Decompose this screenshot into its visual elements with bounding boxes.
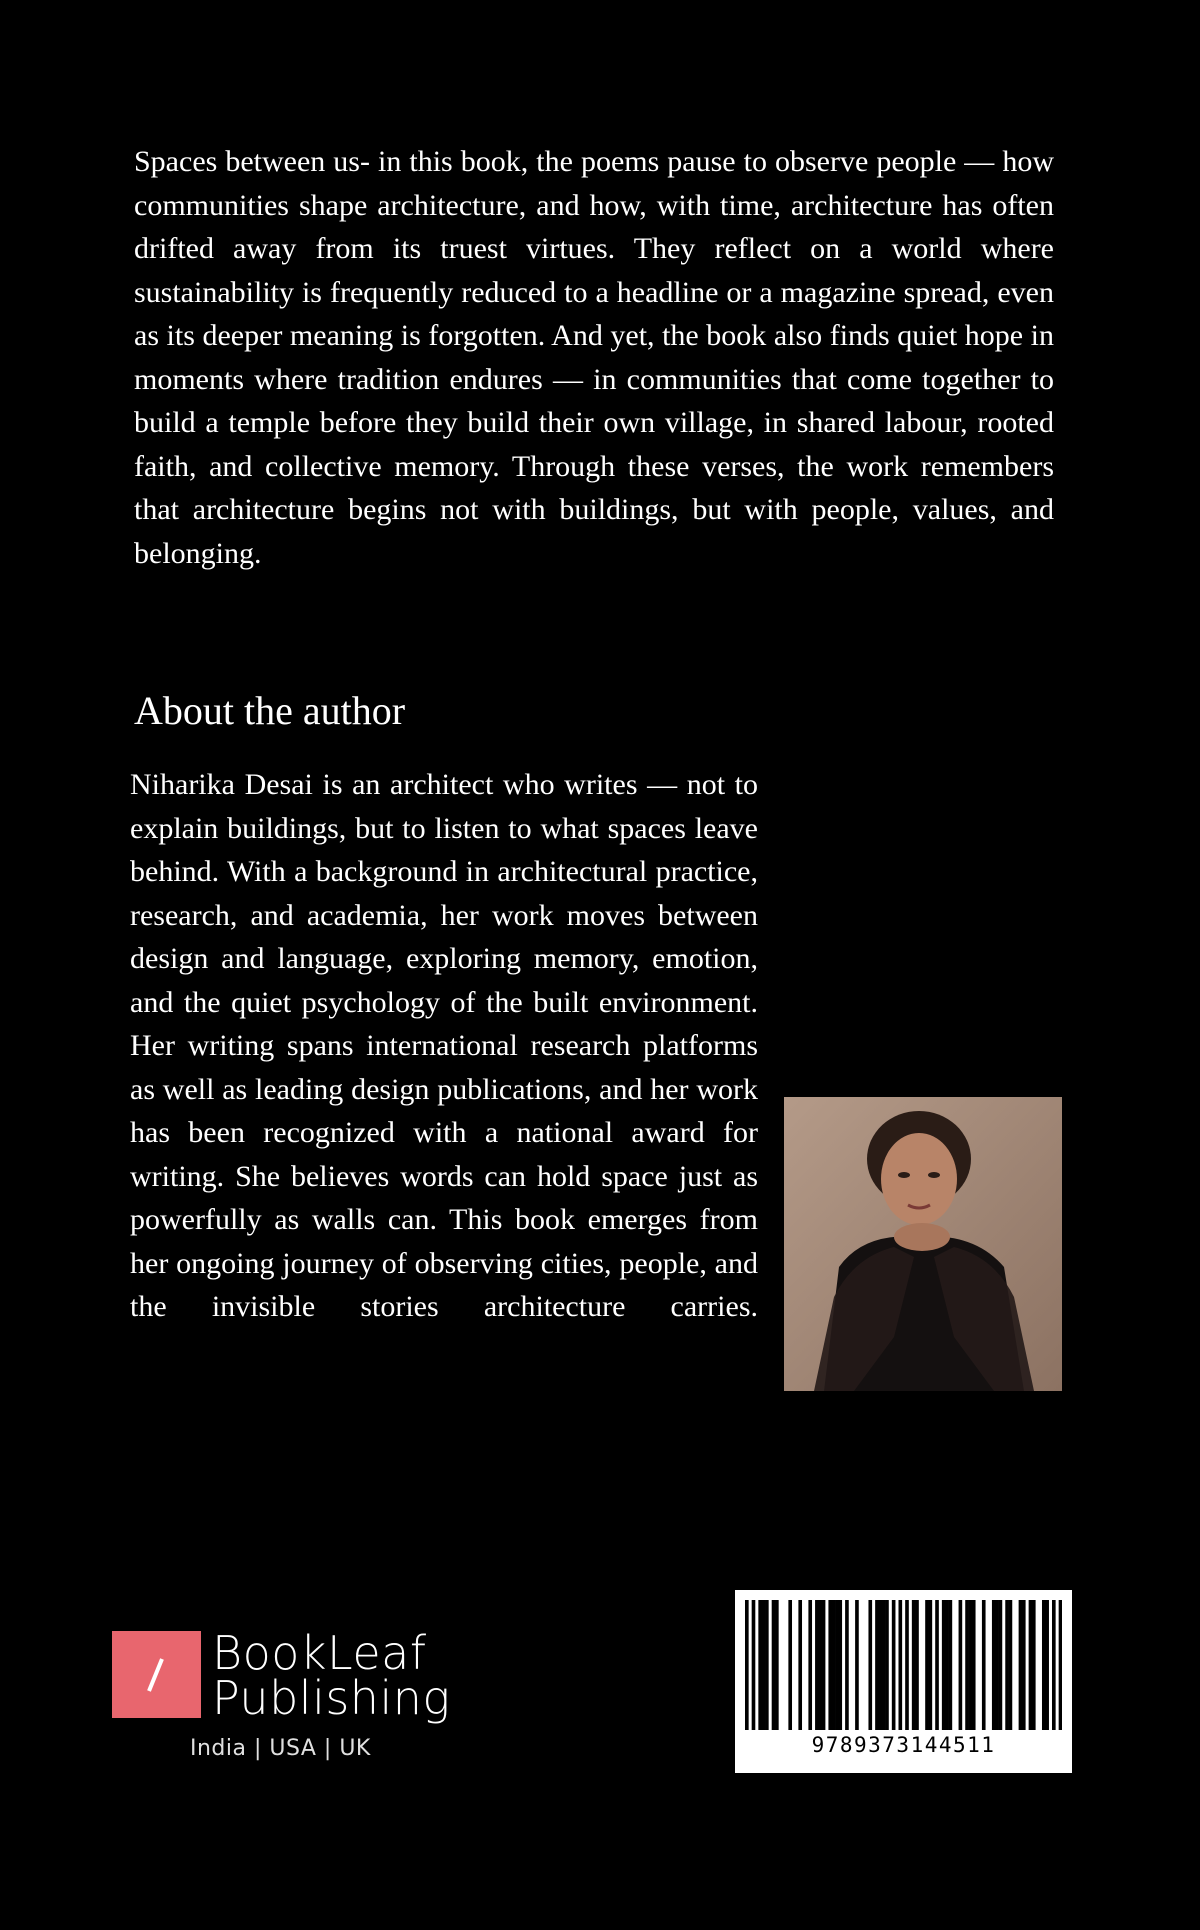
publisher-logo-mark: [112, 1631, 201, 1718]
barcode-bar: [762, 1600, 766, 1730]
barcode-bar: [855, 1600, 859, 1730]
barcode-bar: [1005, 1600, 1009, 1730]
barcode-bar: [935, 1600, 939, 1730]
barcode-bar: [832, 1600, 836, 1730]
isbn-barcode: [735, 1590, 1072, 1773]
barcode-bar: [1029, 1600, 1033, 1730]
barcode-bar: [1045, 1600, 1049, 1730]
author-photo: [784, 1097, 1062, 1391]
barcode-bar: [992, 1600, 996, 1730]
barcode-bar: [982, 1600, 986, 1730]
barcode-bar: [838, 1600, 842, 1730]
barcode-bar: [1059, 1600, 1062, 1730]
barcode-bar: [882, 1600, 886, 1730]
barcode-bar: [878, 1600, 882, 1730]
barcode-bar: [835, 1600, 839, 1730]
barcode-bar: [949, 1600, 953, 1730]
barcode-bar: [898, 1600, 902, 1730]
book-blurb: Spaces between us- in this book, the poems pause to observe people — how communities shape architecture, and how, with time, architecture has often drifted away from its truest virtues. They reflect on a world where sustainability is frequently reduced to a headline or a magazine spread, even as its deeper meaning is forgotten. And yet, the book also finds quiet hope in moments where tradition endures — in communities that come together to build a temple before they build their own village, in shared labour, rooted faith, and collective memory. Through these verses, the work remembers that architecture begins not with buildings, but with people, values, and belonging.: [134, 145, 1054, 570]
barcode-bar: [929, 1600, 933, 1730]
barcode-bar: [868, 1600, 872, 1730]
barcode-bar: [765, 1600, 769, 1730]
barcode-bar: [828, 1600, 832, 1730]
barcode-bar: [969, 1600, 973, 1730]
barcode-bar: [798, 1600, 802, 1730]
barcode-bar: [942, 1600, 946, 1730]
isbn-number: 9789373144511: [811, 1733, 996, 1757]
publisher-name-line1: BookLeaf: [212, 1626, 427, 1680]
barcode-bar: [758, 1600, 762, 1730]
barcode-bar: [752, 1600, 756, 1730]
barcode-bar: [808, 1600, 812, 1730]
barcode-bar: [915, 1600, 919, 1730]
barcode-bar: [845, 1600, 849, 1730]
barcode-bar: [815, 1600, 819, 1730]
publisher-logo: [112, 1628, 452, 1778]
barcode-bar: [775, 1600, 779, 1730]
barcode-bar: [822, 1600, 826, 1730]
barcode-bar: [925, 1600, 929, 1730]
publisher-name-line2: Publishing: [212, 1671, 451, 1725]
barcode-bar: [1032, 1600, 1036, 1730]
barcode-bar: [945, 1600, 949, 1730]
barcode-bar: [1019, 1600, 1023, 1730]
barcode-bar: [1052, 1600, 1056, 1730]
about-author-heading: About the author: [134, 688, 406, 733]
barcode-bar: [892, 1600, 896, 1730]
barcode-bar: [1042, 1600, 1046, 1730]
barcode-bar: [905, 1600, 909, 1730]
barcode-bar: [999, 1600, 1003, 1730]
barcode-bar: [875, 1600, 879, 1730]
barcode-bar: [818, 1600, 822, 1730]
barcode-bar: [965, 1600, 969, 1730]
barcode-bar: [885, 1600, 889, 1730]
barcode-bar: [972, 1600, 976, 1730]
barcode-bar: [1022, 1600, 1026, 1730]
barcode-bar: [788, 1600, 792, 1730]
publisher-regions: India | USA | UK: [190, 1736, 371, 1761]
barcode-bar: [995, 1600, 999, 1730]
barcode-bar: [959, 1600, 963, 1730]
barcode-bar: [912, 1600, 916, 1730]
barcode-bar: [772, 1600, 776, 1730]
barcode-bar: [745, 1600, 749, 1730]
barcode-bar: [1009, 1600, 1013, 1730]
barcode-bars: [745, 1600, 1062, 1730]
author-bio: Niharika Desai is an architect who writes — not to explain buildings, but to listen to what spaces leave behind. With a background in architectural practice, research, and academia, her work moves between design and language, exploring memory, emotion, and the quiet psychology of the built environment. Her writing spans international research platforms as well as leading design publications, and her work has been recognized with a national award for writing. She believes words can hold space just as powerfully as walls can. This book emerges from her ongoing journey of observing cities, people, and the invisible stories architecture carries.: [130, 768, 758, 1323]
